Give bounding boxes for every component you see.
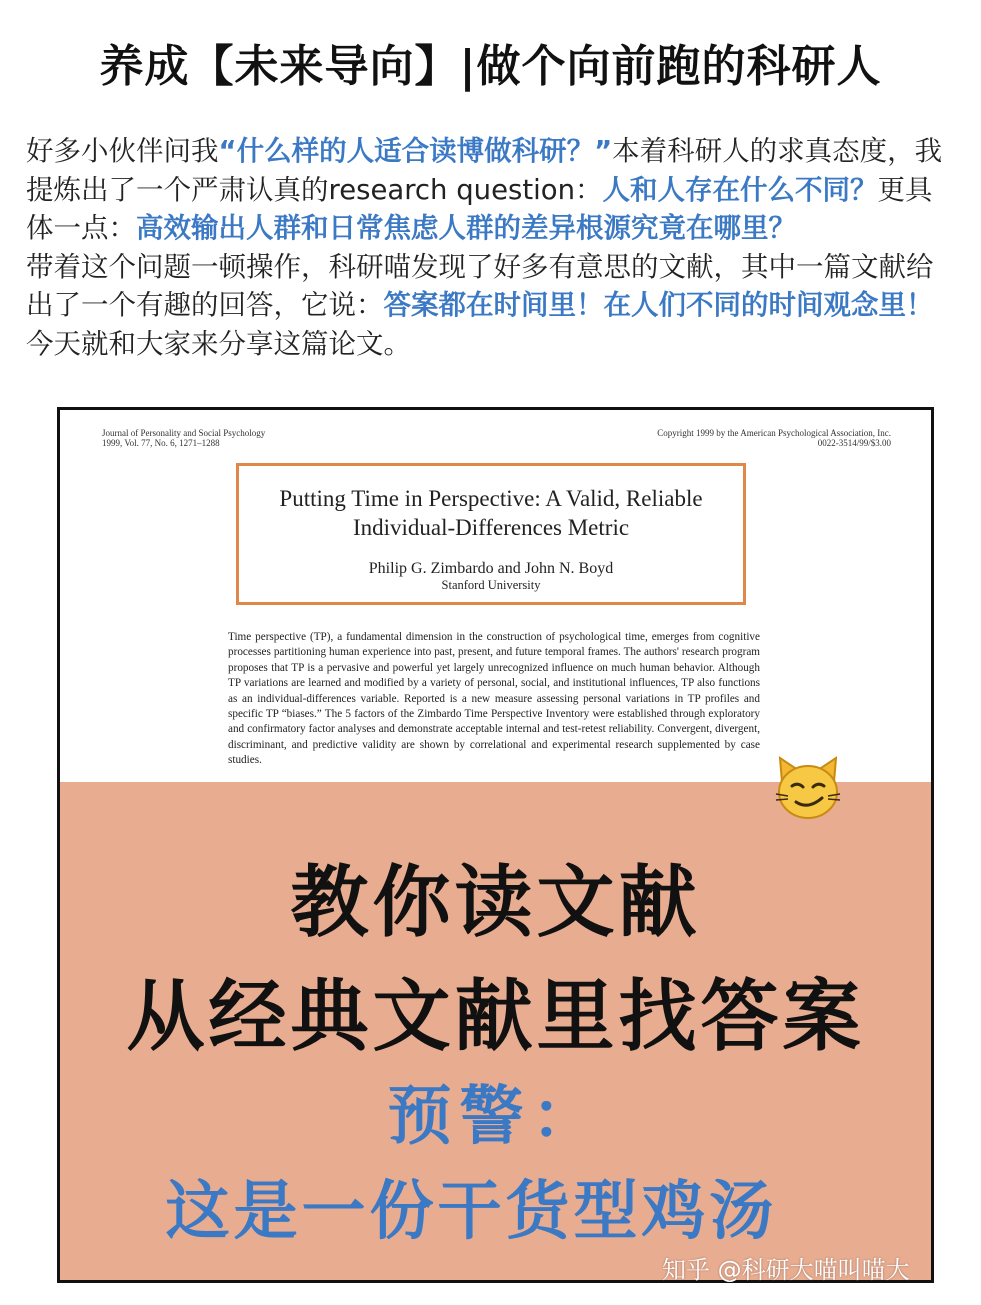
highlight-question: “什么样的人适合读博做科研？” [218, 135, 613, 167]
journal-name: Journal of Personality and Social Psychology [102, 428, 266, 438]
banner-warning-text: 这是一份干货型鸡汤 [165, 1175, 778, 1249]
highlight-answer: 答案都在时间里！在人们不同的时间观念里！ [383, 289, 934, 321]
promo-banner [60, 782, 931, 1280]
banner-headline: 教你读文献 [290, 858, 701, 948]
page-title: 养成【未来导向】|做个向前跑的科研人 [99, 41, 882, 92]
paper-title-line: Individual-Differences Metric [352, 515, 630, 540]
paper-title-box [236, 463, 746, 605]
paper-affiliation: Stanford University [441, 578, 541, 592]
intro-text [26, 132, 958, 363]
paper-title-line: Putting Time in Perspective: A Valid, Reliable [279, 486, 703, 511]
journal-volume: 1999, Vol. 77, No. 6, 1271–1288 [102, 438, 220, 448]
intro-text-segment: 今天就和大家来分享这篇论文。 [26, 327, 411, 360]
intro-text-segment: 好多小伙伴问我 [26, 135, 219, 167]
copyright-text: Copyright 1999 by the American Psychological Association, Inc. [657, 428, 891, 438]
copyright-notice [657, 428, 891, 448]
intro-paragraph-2 [26, 248, 958, 364]
journal-citation [102, 428, 265, 448]
banner-warning-label: 预警： [387, 1080, 604, 1154]
banner-subheadline: 从经典文献里找答案 [126, 972, 865, 1062]
intro-text-segment: 更具体一点： [26, 173, 933, 244]
highlight-research-question: 人和人存在什么不同？ [602, 173, 878, 206]
watermark: 知乎 @科研大喵叫喵大 [662, 1256, 910, 1284]
issn-text: 0022-3514/99/$3.00 [817, 438, 891, 448]
smirking-cat-icon [772, 752, 844, 824]
intro-text-segment: 本着科研人的求真态度，我提炼出了一个严肃认真的research question： [26, 135, 943, 206]
paper-title [239, 484, 743, 542]
paper-image-frame [57, 407, 934, 1283]
intro-paragraph-1 [26, 132, 958, 248]
highlight-specific-question: 高效输出人群和日常焦虑人群的差异根源究竟在哪里？ [136, 212, 796, 244]
paper-abstract: Time perspective (TP), a fundamental dimension in the construction of psychological time, emerges from cognitive processes partitioning human experience into past, present, and future temporal frames. The authors' research program proposes that TP is a pervasive and powerful yet largely unrecognized influence on much human behavior. Although TP variations are learned and modified by a variety of personal, social, and institutional influences, TP also functions as an individual-differences variable. Reported is a new measure assessing personal variations in TP profiles and specific TP “biases.” The 5 factors of the Zimbardo Time Perspective Inventory were established through exploratory and confirmatory factor analyses and demonstrate acceptable internal and test-retest reliability. Convergent, divergent, discriminant, and predictive validity are shown by correlational and experimental research supplemented by case studies. [228, 631, 760, 767]
intro-text-segment: 带着这个问题一顿操作，科研喵发现了好多有意思的文献，其中一篇文献给出了一个有趣的回答，它说： [26, 250, 934, 321]
paper-authors: Philip G. Zimbardo and John N. Boyd [368, 560, 614, 577]
